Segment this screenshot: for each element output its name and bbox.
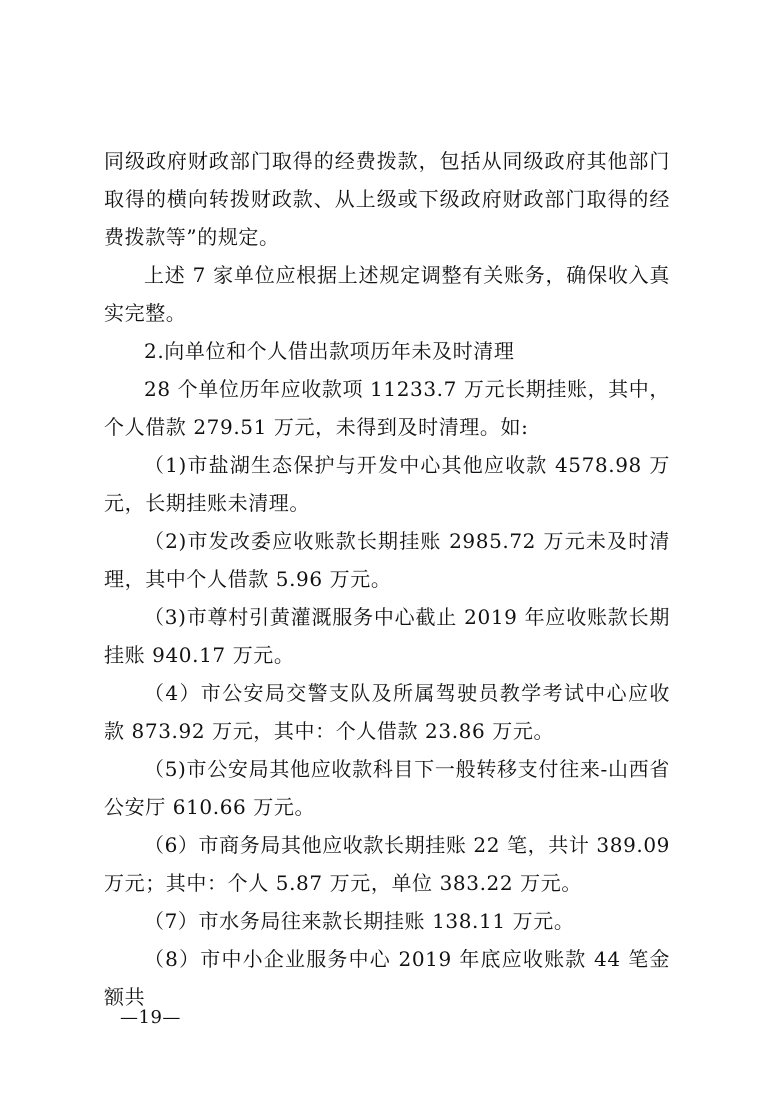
list-item-4: （4）市公安局交警支队及所属驾驶员教学考试中心应收款 873.92 万元，其中：个人借款 23.86 万元。 (104, 681, 670, 743)
list-item-1: （1)市盐湖生态保护与开发中心其他应收款 4578.98 万元，长期挂账未清理。 (104, 453, 670, 515)
list-item-5: （5)市公安局其他应收款科目下一般转移支付往来-山西省公安厅 610.66 万元。 (104, 757, 670, 819)
document-body (104, 142, 670, 1016)
section-heading-loans: 2.向单位和个人借出款项历年未及时清理 (144, 339, 515, 363)
list-item-6: （6）市商务局其他应收款长期挂账 22 笔，共计 389.09 万元；其中：个人 5.87 万元，单位 383.22 万元。 (104, 833, 670, 895)
paragraph-adjust-accounts: 上述 7 家单位应根据上述规定调整有关账务，确保收入真实完整。 (104, 263, 670, 325)
list-item-7: （7）市水务局往来款长期挂账 138.11 万元。 (144, 909, 575, 933)
list-item-8: （8）市中小企业服务中心 2019 年底应收账款 44 笔金额共 (104, 947, 670, 1009)
paragraph-receivables-summary: 28 个单位历年应收款项 11233.7 万元长期挂账，其中，个人借款 279.51 万元，未得到及时清理。如: (104, 377, 670, 439)
list-item-2: （2)市发改委应收账款长期挂账 2985.72 万元未及时清理，其中个人借款 5.96 万元。 (104, 529, 670, 591)
paragraph-continuation: 同级政府财政部门取得的经费拨款，包括从同级政府其他部门取得的横向转拨财政款、从上级或下级政府财政部门取得的经费拨款等”的规定。 (104, 149, 670, 249)
list-item-3: （3)市尊村引黄灌溉服务中心截止 2019 年应收账款长期挂账 940.17 万元。 (104, 605, 670, 667)
page-number: —19— (120, 1007, 181, 1028)
